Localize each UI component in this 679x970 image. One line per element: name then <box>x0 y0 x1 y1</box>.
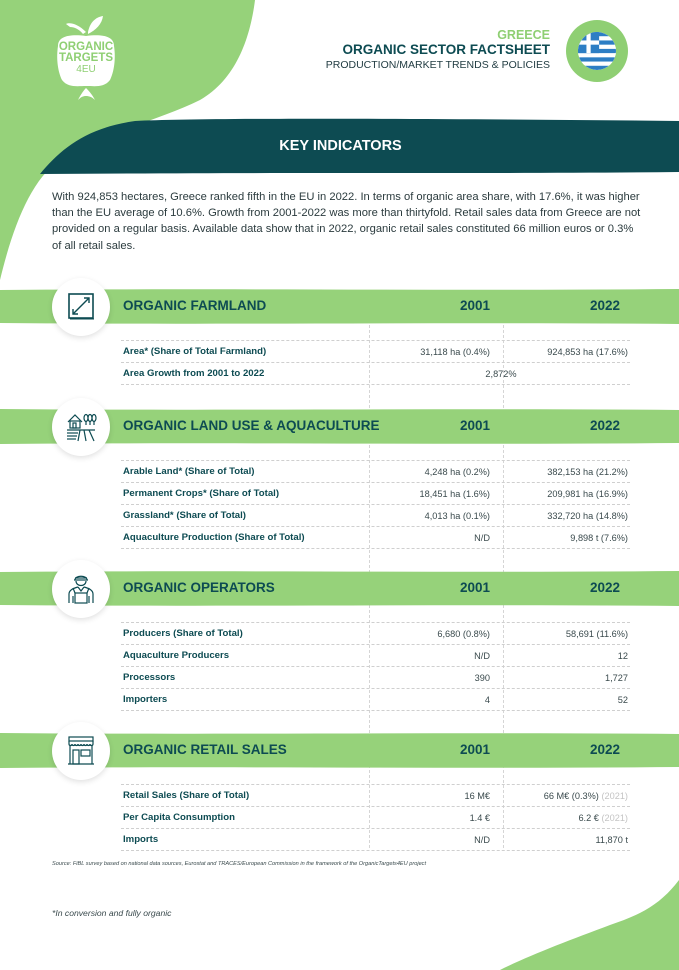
value-2001: 4,013 ha (0.1%) <box>424 511 490 521</box>
value-2022: 9,898 t (7.6%) <box>570 533 628 543</box>
greece-flag-icon <box>578 32 616 70</box>
farmer-icon <box>65 572 97 604</box>
row-label: Aquaculture Production (Share of Total) <box>123 532 305 543</box>
icon-circle <box>52 398 110 456</box>
value-2001: N/D <box>474 533 490 543</box>
value-2001: 16 M€ <box>464 791 490 801</box>
logo-text <box>48 42 124 75</box>
country-name: GREECE <box>497 28 550 42</box>
value-2022: 58,691 (11.6%) <box>565 629 628 639</box>
table-row <box>121 483 630 505</box>
value-2022: 924,853 ha (17.6%) <box>547 347 628 357</box>
storefront-icon <box>65 734 97 766</box>
data-table <box>121 340 630 385</box>
value-2001: 6,680 (0.8%) <box>437 629 490 639</box>
column-header-2022: 2022 <box>589 298 620 313</box>
table-row <box>121 667 630 689</box>
row-label: Arable Land* (Share of Total) <box>123 466 255 477</box>
row-label: Importers <box>123 694 168 705</box>
row-label: Area* (Share of Total Farmland) <box>123 346 267 357</box>
data-table <box>121 622 630 711</box>
value-2022: 52 <box>617 695 628 705</box>
column-header-2022: 2022 <box>589 580 620 595</box>
row-label: Permanent Crops* (Share of Total) <box>123 488 280 499</box>
footnote: *In conversion and fully organic <box>52 908 172 918</box>
value-2001: 4,248 ha (0.2%) <box>424 467 490 477</box>
logo-line-3: 4EU <box>76 64 96 75</box>
table-row <box>121 807 630 829</box>
logo-line-2: TARGETS <box>58 52 114 64</box>
column-header-2001: 2001 <box>459 298 490 313</box>
row-label: Aquaculture Producers <box>123 650 230 661</box>
column-header-2001: 2001 <box>459 742 490 757</box>
value-2022: 332,720 ha (14.8%) <box>547 511 628 521</box>
section-title: ORGANIC RETAIL SALES <box>123 742 287 757</box>
value-2022-main: 66 M€ (0.3%) <box>543 791 599 801</box>
value-2022-main: 6.2 € <box>578 813 599 823</box>
table-row <box>121 527 630 549</box>
value-2001: 18,451 ha (1.6%) <box>419 489 490 499</box>
table-row <box>121 785 630 807</box>
intro-paragraph: With 924,853 hectares, Greece ranked fifth in the EU in 2022. In terms of organic area share, with 17.6%, it was higher than the EU average of 10.6%. Growth from 2001-2022 was more than thirtyfold. Retail sales data from Greece are not provided on a regular basis. Available data show that in 2022, organic retail sales constituted 66 million euros or 0.3% of all retail sales. <box>52 191 641 252</box>
page-header <box>326 28 550 72</box>
column-header-2022: 2022 <box>589 418 620 433</box>
table-row <box>121 363 630 385</box>
column-header-2001: 2001 <box>459 580 490 595</box>
value-2001: N/D <box>474 835 490 845</box>
icon-circle <box>52 278 110 336</box>
section-title: ORGANIC LAND USE & AQUACULTURE <box>123 418 380 433</box>
table-row <box>121 623 630 645</box>
table-row <box>121 505 630 527</box>
value-2022 <box>544 785 628 807</box>
row-label: Imports <box>123 834 159 845</box>
row-label: Processors <box>123 672 176 683</box>
icon-circle <box>52 722 110 780</box>
value-2001: N/D <box>474 651 490 661</box>
value-2022: 12 <box>617 651 628 661</box>
row-label: Area Growth from 2001 to 2022 <box>123 368 265 379</box>
table-row <box>121 689 630 711</box>
table-row <box>121 341 630 363</box>
value-2001: 1.4 € <box>469 813 490 823</box>
value-2001: 4 <box>484 695 490 705</box>
farm-field-icon <box>65 410 97 442</box>
source-note: Source: FiBL survey based on national data sources, Eurostat and TRACES/European Commission in the framework of the OrganicTargets4EU project <box>52 861 427 867</box>
green-blob-bottom-right <box>500 880 679 970</box>
key-indicators-title: KEY INDICATORS <box>279 138 402 154</box>
year-note: (2021) <box>601 813 628 823</box>
section-title: ORGANIC FARMLAND <box>123 298 267 313</box>
row-label: Producers (Share of Total) <box>123 628 243 639</box>
row-label: Per Capita Consumption <box>123 812 235 823</box>
data-table <box>121 784 630 851</box>
value-2022: 382,153 ha (21.2%) <box>547 467 628 477</box>
factsheet-title: ORGANIC SECTOR FACTSHEET <box>342 42 550 57</box>
table-row <box>121 829 630 851</box>
column-header-2001: 2001 <box>459 418 490 433</box>
value-2022 <box>578 807 628 829</box>
year-note: (2021) <box>601 791 628 801</box>
factsheet-subtitle: PRODUCTION/MARKET TRENDS & POLICIES <box>325 59 550 71</box>
resize-arrow-icon <box>65 290 97 322</box>
value-2001: 390 <box>474 673 490 683</box>
data-table <box>121 460 630 549</box>
logo-line-1: ORGANIC <box>58 41 114 53</box>
flag-badge <box>566 20 628 82</box>
value-2001: 31,118 ha (0.4%) <box>420 347 490 357</box>
table-row <box>121 461 630 483</box>
icon-circle <box>52 560 110 618</box>
row-label: Grassland* (Share of Total) <box>123 510 246 521</box>
row-label: Retail Sales (Share of Total) <box>123 790 250 801</box>
value-2022: 209,981 ha (16.9%) <box>547 489 628 499</box>
table-row <box>121 645 630 667</box>
section-title: ORGANIC OPERATORS <box>123 580 275 595</box>
organic-targets-logo <box>48 14 124 104</box>
column-header-2022: 2022 <box>589 742 620 757</box>
value-2022: 1,727 <box>605 673 628 683</box>
growth-value: 2,872% <box>485 369 517 379</box>
value-2022: 11,870 t <box>595 835 628 845</box>
